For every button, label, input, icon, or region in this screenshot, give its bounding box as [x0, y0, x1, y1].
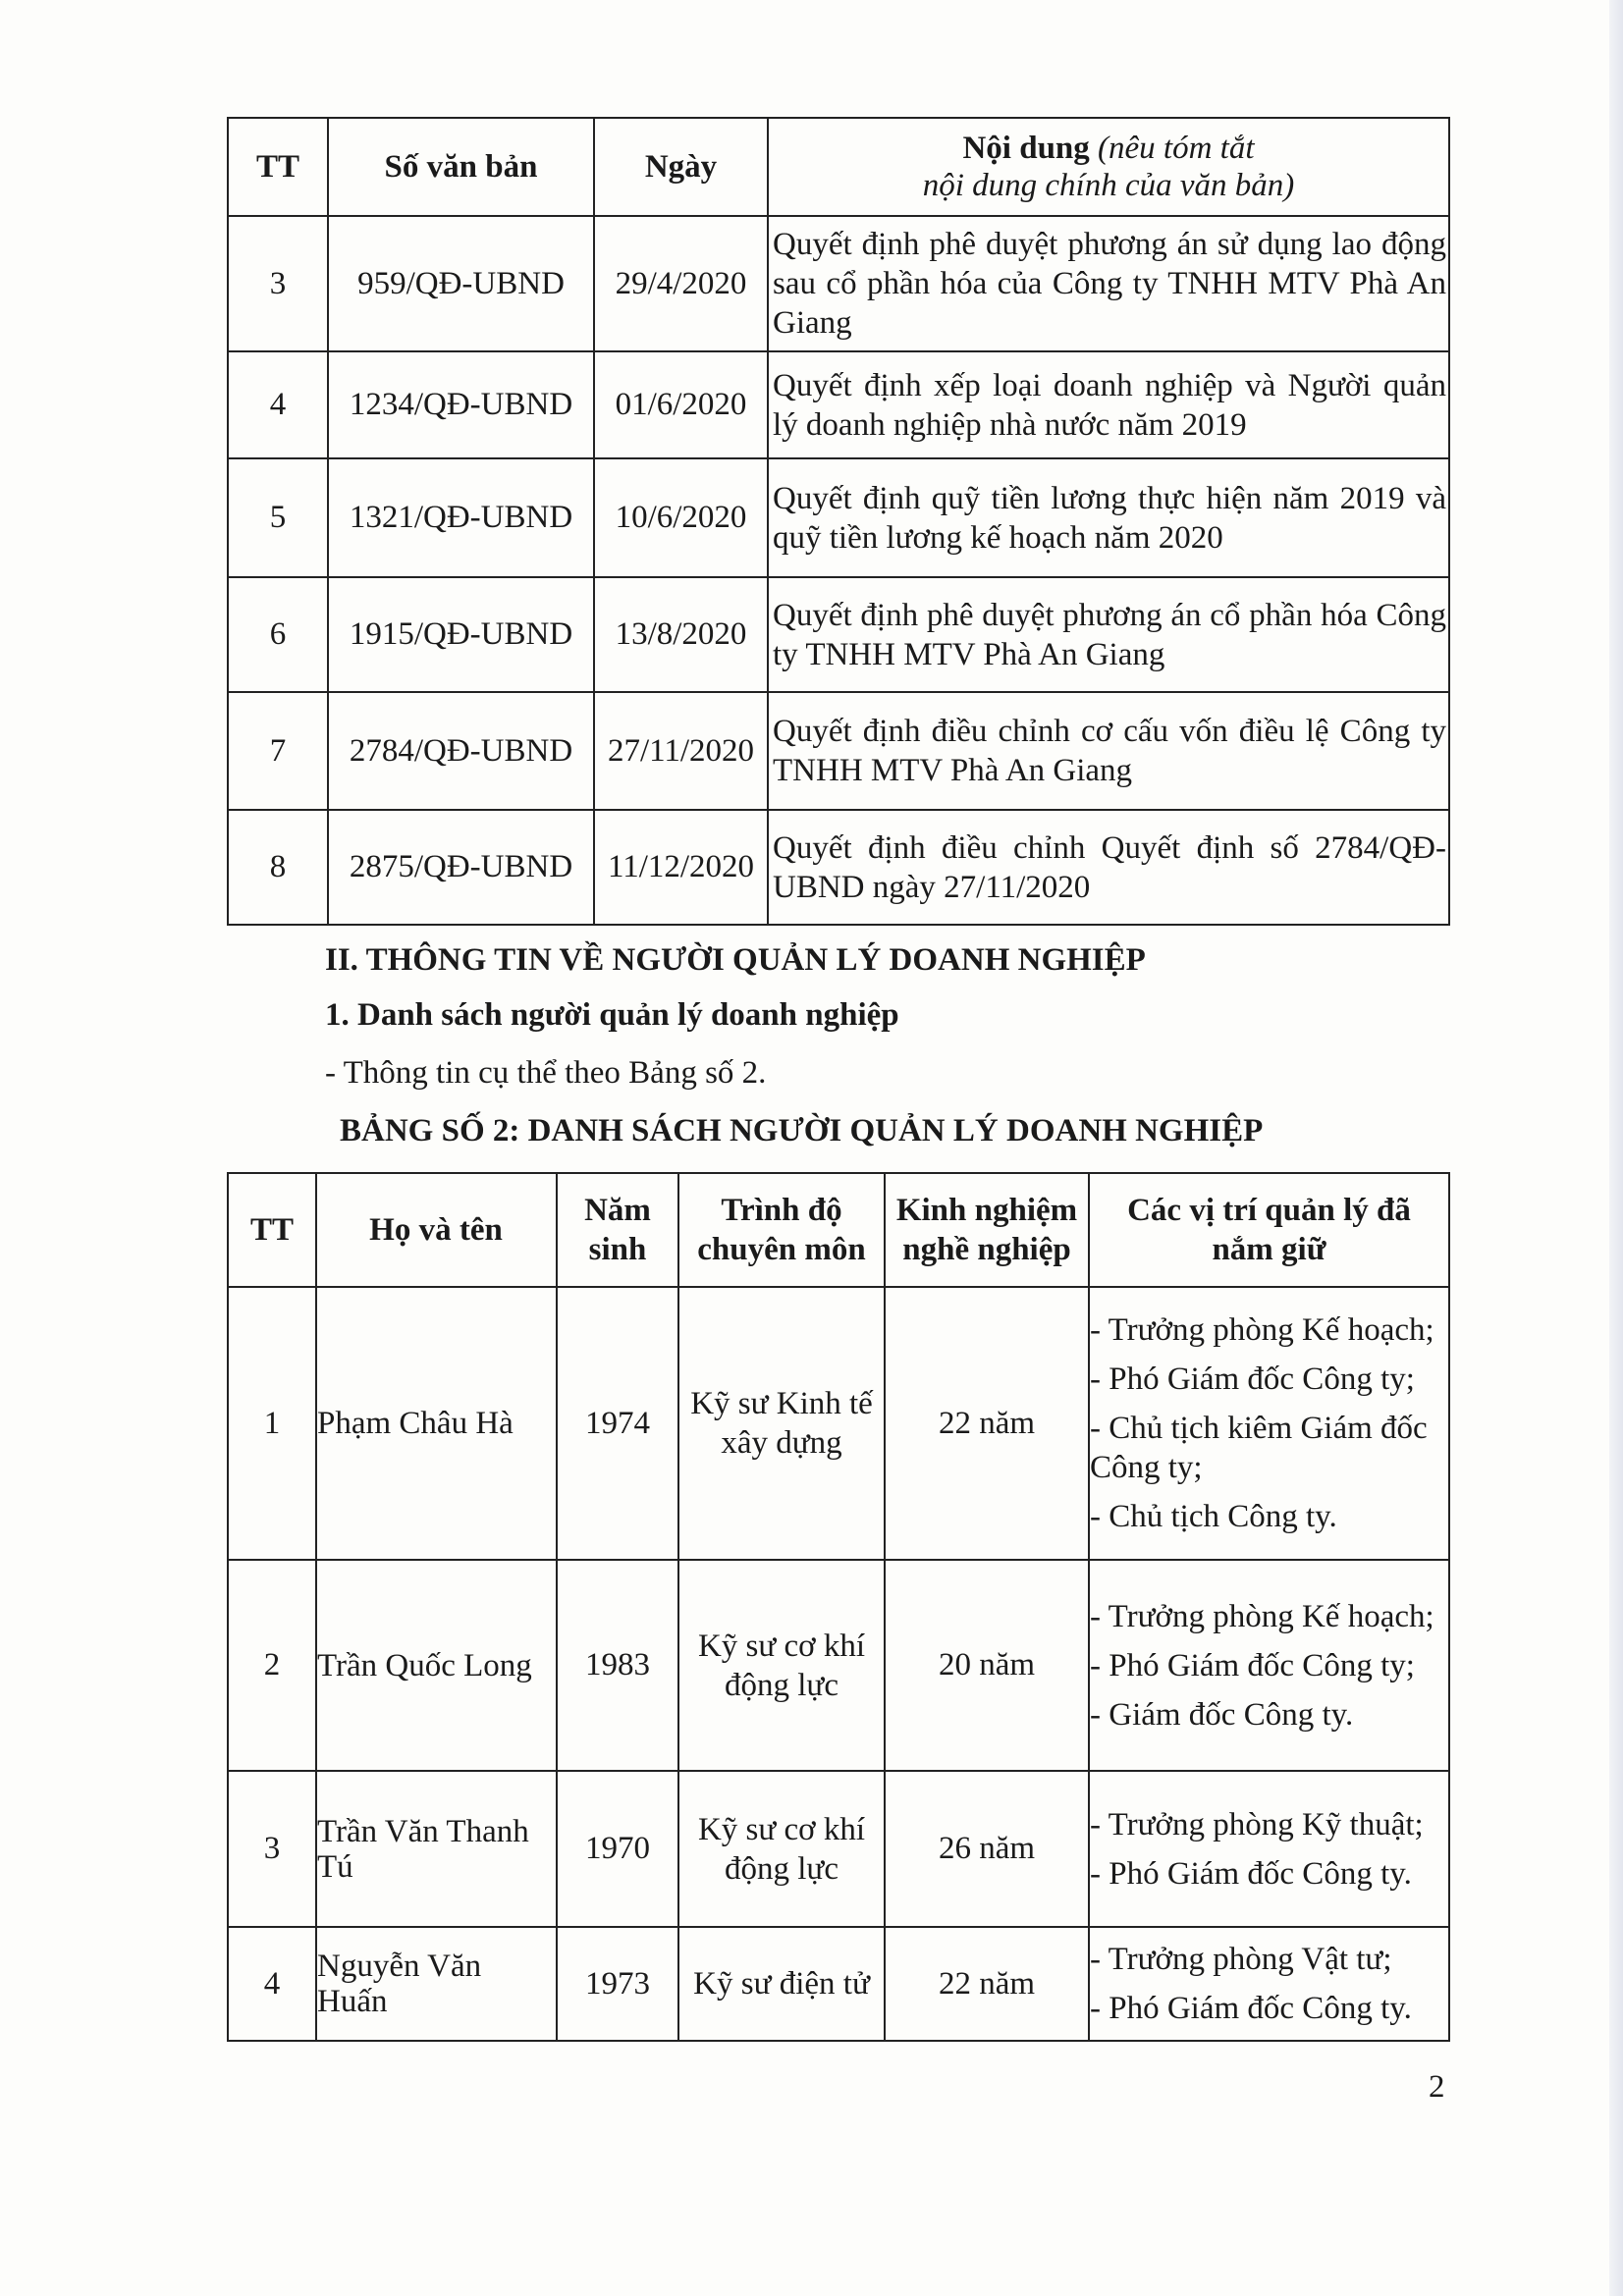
- cell-ngay: 27/11/2020: [594, 692, 768, 810]
- cell-kinh-nghiem: 26 năm: [885, 1771, 1089, 1927]
- cell-noi-dung: Quyết định phê duyệt phương án sử dụng lao động sau cổ phần hóa của Công ty TNHH MTV Phà An Giang: [768, 216, 1449, 351]
- table-row: [228, 577, 1449, 692]
- cell-noi-dung: Quyết định điều chỉnh Quyết định số 2784/QĐ-UBND ngày 27/11/2020: [768, 810, 1449, 925]
- cell-noi-dung: Quyết định điều chỉnh cơ cấu vốn điều lệ Công ty TNHH MTV Phà An Giang: [768, 692, 1449, 810]
- cell-kinh-nghiem: 20 năm: [885, 1560, 1089, 1771]
- table-header-row: [228, 118, 1449, 216]
- cell-kinh-nghiem: 22 năm: [885, 1287, 1089, 1560]
- cell-ho-ten: Nguyễn Văn Huấn: [316, 1927, 557, 2041]
- header-nam-sinh-2: sinh: [588, 1232, 647, 1267]
- cell-ho-ten: Trần Văn Thanh Tú: [316, 1771, 557, 1927]
- table-row: [228, 1560, 1449, 1771]
- cell-vi-tri: [1089, 1560, 1449, 1771]
- header-vi-tri-1: Các vị trí quản lý đã: [1127, 1193, 1411, 1228]
- table-row: [228, 1927, 1449, 2041]
- table-row: [228, 1771, 1449, 1927]
- cell-nam-sinh: 1974: [557, 1287, 678, 1560]
- position-item: - Chủ tịch Công ty.: [1090, 1499, 1337, 1534]
- cell-ngay: 11/12/2020: [594, 810, 768, 925]
- cell-tt: 4: [228, 351, 328, 458]
- section-note: - Thông tin cụ thể theo Bảng số 2.: [325, 1055, 767, 1091]
- header-tt: TT: [228, 118, 328, 216]
- cell-so: 2875/QĐ-UBND: [328, 810, 594, 925]
- header-noi-dung-bold: Nội dung: [962, 131, 1090, 166]
- position-item: - Phó Giám đốc Công ty.: [1090, 1991, 1412, 2026]
- header-ho-ten: Họ và tên: [316, 1173, 557, 1287]
- position-item: - Trưởng phòng Kế hoạch;: [1090, 1312, 1434, 1348]
- cell-trinh-do: Kỹ sư cơ khí động lực: [678, 1771, 885, 1927]
- cell-so: 1915/QĐ-UBND: [328, 577, 594, 692]
- cell-vi-tri: [1089, 1771, 1449, 1927]
- cell-ngay: 29/4/2020: [594, 216, 768, 351]
- cell-tt: 4: [228, 1927, 316, 2041]
- cell-tt: 3: [228, 1771, 316, 1927]
- table-row: [228, 1287, 1449, 1560]
- cell-ho-ten: Phạm Châu Hà: [316, 1287, 557, 1560]
- header-vi-tri-2: nắm giữ: [1212, 1232, 1326, 1267]
- cell-kinh-nghiem: 22 năm: [885, 1927, 1089, 2041]
- cell-trinh-do: Kỹ sư cơ khí động lực: [678, 1560, 885, 1771]
- scan-edge: [1609, 0, 1623, 2296]
- header-ngay: Ngày: [594, 118, 768, 216]
- cell-tt: 7: [228, 692, 328, 810]
- position-item: - Phó Giám đốc Công ty;: [1090, 1362, 1415, 1397]
- header-nam-sinh: [557, 1173, 678, 1287]
- table-row: [228, 351, 1449, 458]
- header-nam-sinh-1: Năm: [584, 1193, 651, 1228]
- cell-vi-tri: [1089, 1927, 1449, 2041]
- cell-ngay: 13/8/2020: [594, 577, 768, 692]
- cell-so: 1321/QĐ-UBND: [328, 458, 594, 577]
- header-kinh-nghiem-2: nghề nghiệp: [902, 1232, 1071, 1267]
- header-tt: TT: [228, 1173, 316, 1287]
- cell-tt: 6: [228, 577, 328, 692]
- table-header-row: [228, 1173, 1449, 1287]
- cell-nam-sinh: 1983: [557, 1560, 678, 1771]
- cell-ho-ten: Trần Quốc Long: [316, 1560, 557, 1771]
- header-trinh-do-2: chuyên môn: [697, 1232, 866, 1267]
- header-vi-tri: [1089, 1173, 1449, 1287]
- header-trinh-do-1: Trình độ: [721, 1193, 842, 1228]
- cell-tt: 2: [228, 1560, 316, 1771]
- table-row: [228, 692, 1449, 810]
- cell-nam-sinh: 1970: [557, 1771, 678, 1927]
- position-item: - Chủ tịch kiêm Giám đốc Công ty;: [1090, 1411, 1428, 1485]
- cell-noi-dung: Quyết định quỹ tiền lương thực hiện năm 2019 và quỹ tiền lương kế hoạch năm 2020: [768, 458, 1449, 577]
- cell-tt: 5: [228, 458, 328, 577]
- header-trinh-do: [678, 1173, 885, 1287]
- cell-ngay: 01/6/2020: [594, 351, 768, 458]
- cell-tt: 3: [228, 216, 328, 351]
- position-item: - Giám đốc Công ty.: [1090, 1696, 1354, 1733]
- section-subheading: 1. Danh sách người quản lý doanh nghiệp: [325, 997, 899, 1033]
- cell-vi-tri: [1089, 1287, 1449, 1560]
- table-row: [228, 810, 1449, 925]
- header-kinh-nghiem-1: Kinh nghiệm: [895, 1193, 1078, 1228]
- position-item: - Trưởng phòng Kế hoạch;: [1090, 1598, 1434, 1634]
- table-row: [228, 216, 1449, 351]
- header-noi-dung-italic-2: nội dung chính của văn bản): [922, 168, 1295, 203]
- managers-table: [227, 1172, 1450, 2042]
- cell-so: 2784/QĐ-UBND: [328, 692, 594, 810]
- header-kinh-nghiem: [885, 1173, 1089, 1287]
- position-item: - Trưởng phòng Kỹ thuật;: [1090, 1806, 1424, 1842]
- cell-trinh-do: Kỹ sư điện tử: [678, 1927, 885, 2041]
- cell-trinh-do: Kỹ sư Kinh tế xây dựng: [678, 1287, 885, 1560]
- cell-nam-sinh: 1973: [557, 1927, 678, 2041]
- position-item: - Trưởng phòng Vật tư;: [1090, 1942, 1392, 1977]
- cell-tt: 8: [228, 810, 328, 925]
- page-number: 2: [1429, 2069, 1445, 2105]
- table2-title: BẢNG SỐ 2: DANH SÁCH NGƯỜI QUẢN LÝ DOANH NGHIỆP: [340, 1113, 1264, 1148]
- header-so-van-ban: Số văn bản: [328, 118, 594, 216]
- cell-noi-dung: Quyết định phê duyệt phương án cổ phần hóa Công ty TNHH MTV Phà An Giang: [768, 577, 1449, 692]
- documents-table: [227, 117, 1450, 926]
- cell-tt: 1: [228, 1287, 316, 1560]
- cell-so: 1234/QĐ-UBND: [328, 351, 594, 458]
- header-noi-dung: [768, 118, 1449, 216]
- section-heading: II. THÔNG TIN VỀ NGƯỜI QUẢN LÝ DOANH NGHIỆP: [325, 942, 1146, 978]
- position-item: - Phó Giám đốc Công ty.: [1090, 1855, 1412, 1892]
- cell-so: 959/QĐ-UBND: [328, 216, 594, 351]
- table-row: [228, 458, 1449, 577]
- cell-noi-dung: Quyết định xếp loại doanh nghiệp và Người quản lý doanh nghiệp nhà nước năm 2019: [768, 351, 1449, 458]
- header-noi-dung-italic-1: (nêu tóm tắt: [1098, 131, 1255, 166]
- cell-ngay: 10/6/2020: [594, 458, 768, 577]
- position-item: - Phó Giám đốc Công ty;: [1090, 1647, 1415, 1683]
